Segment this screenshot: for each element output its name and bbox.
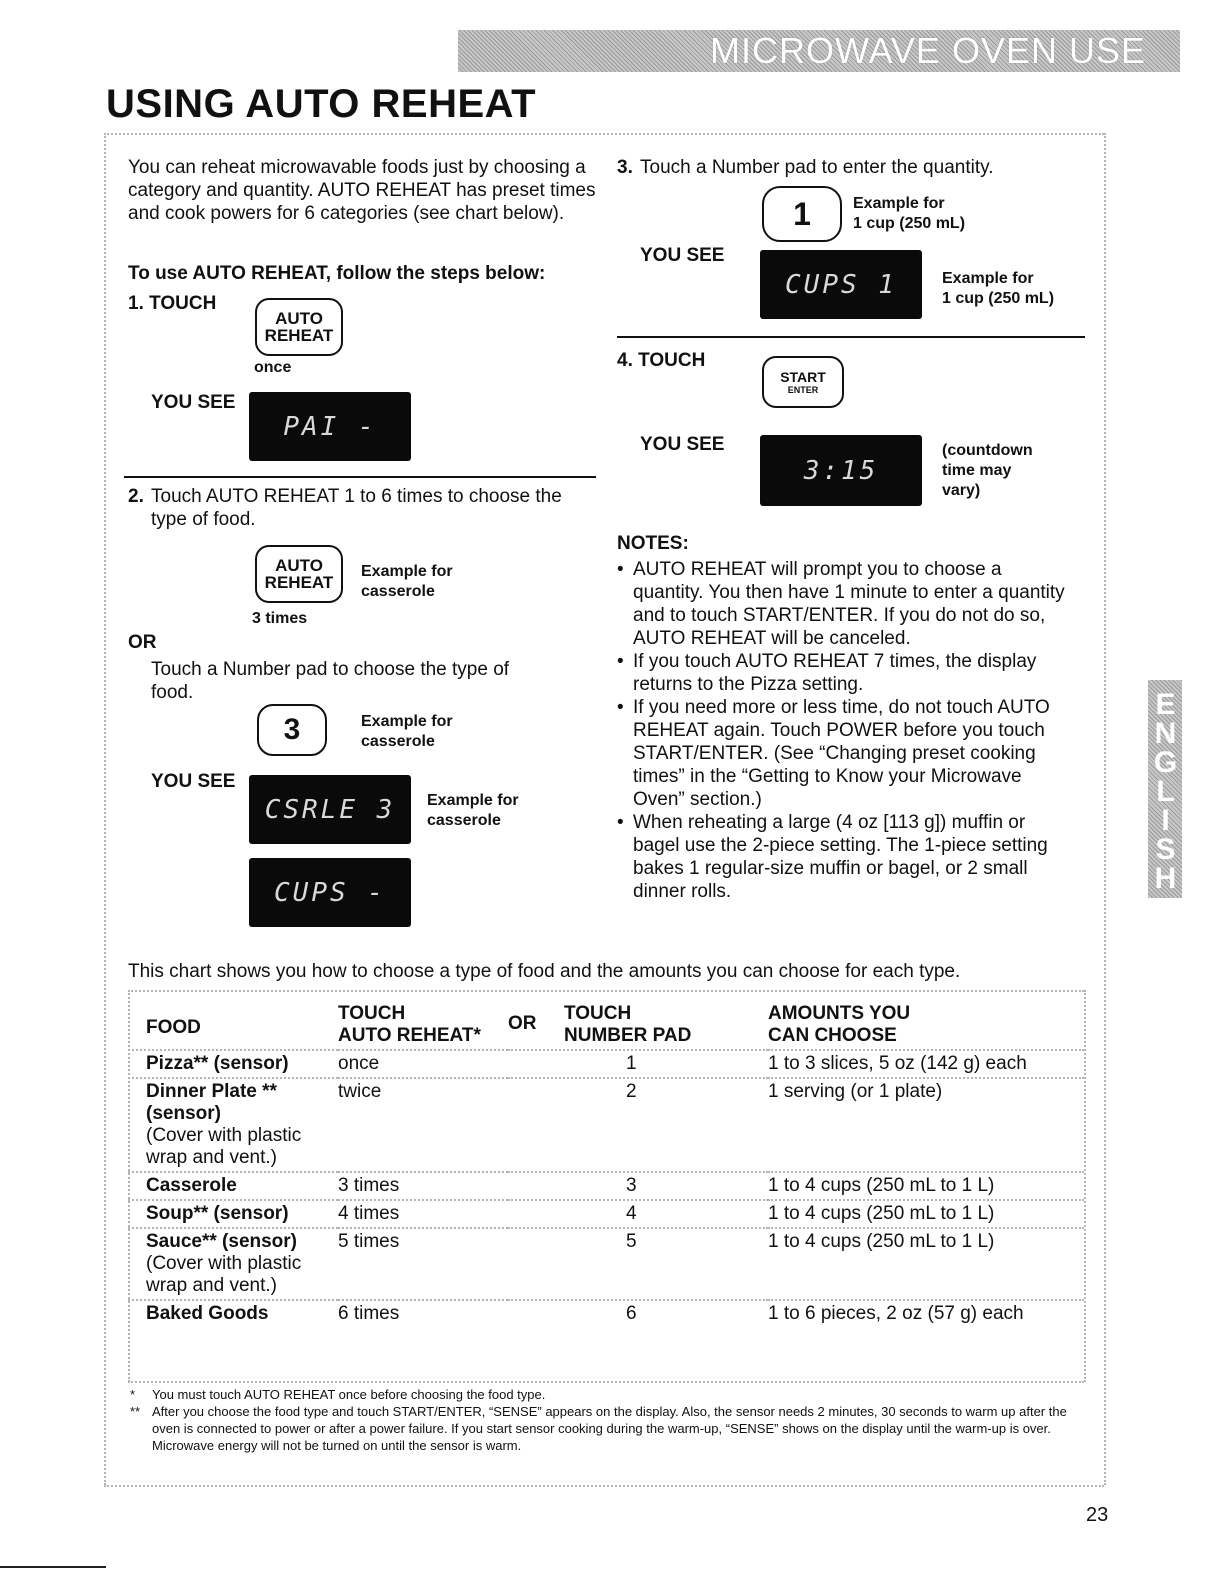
step4-note-line3: vary): [942, 482, 981, 499]
auto-reheat-key-2-line2: REHEAT: [264, 573, 334, 592]
header-touch-reheat-line2: AUTO REHEAT*: [338, 1025, 481, 1046]
row-amount: 1 to 3 slices, 5 oz (142 g) each: [768, 1050, 1084, 1078]
number-pad-3-key[interactable]: [257, 704, 327, 756]
chart-intro: This chart shows you how to choose a type of food and the amounts you can choose for each type.: [128, 961, 961, 982]
row-touch: twice: [338, 1078, 508, 1172]
step3-example-b-line2: 1 cup (250 mL): [942, 290, 1055, 307]
step3-example-a: [853, 194, 965, 234]
auto-reheat-key-2-line1: AUTO: [275, 556, 323, 575]
notes-list: [617, 558, 1072, 903]
number-pad-1-key[interactable]: [762, 186, 842, 242]
step2-example-b: [361, 712, 453, 752]
step1-you-see: YOU SEE: [151, 392, 236, 413]
note-item: • AUTO REHEAT will prompt you to choose a quantity. You then have 1 minute to enter a quantity and to touch START/ENTER. If you do not do so, AUTO REHEAT will be canceled.: [617, 558, 1072, 650]
row-touch: 6 times: [338, 1300, 508, 1327]
step2-count: 3 times: [252, 610, 308, 627]
step4-note-line1: (countdown: [942, 442, 1033, 459]
intro-paragraph: You can reheat microwavable foods just by choosing a category and quantity. AUTO REHEAT has preset times and cook powers for 6 categories (see chart below).: [128, 157, 596, 224]
right-frame: [1104, 133, 1106, 1485]
note-item: • If you touch AUTO REHEAT 7 times, the display returns to the Pizza setting.: [617, 650, 1072, 696]
row-touch: 5 times: [338, 1228, 508, 1300]
number-pad-3-label: 3: [283, 713, 301, 746]
step3-display: CUPS 1: [760, 250, 922, 319]
step3-example-b: [942, 269, 1054, 309]
step1-display: PAI -: [249, 392, 411, 461]
step4-note-line2: time may: [942, 462, 1012, 479]
header-food: FOOD: [146, 1017, 201, 1038]
row-amount: 1 to 6 pieces, 2 oz (57 g) each: [768, 1300, 1084, 1327]
footnote: [130, 1403, 1070, 1454]
row-touch: 3 times: [338, 1172, 508, 1200]
start-enter-key-line1: START: [780, 368, 826, 385]
step2-display-casserole: CSRLE 3: [249, 775, 411, 844]
table-header-row: [128, 993, 1084, 1050]
step2-example-a: [361, 562, 453, 602]
step3-example-a-line2: 1 cup (250 mL): [853, 215, 966, 232]
table-row: [128, 1050, 1084, 1078]
left-rule: [124, 476, 596, 478]
header-or: OR: [508, 1013, 537, 1034]
bottom-divider: [104, 1485, 1104, 1487]
row-pad: 6: [508, 1300, 768, 1327]
step2-example-c: [427, 791, 519, 831]
row-pad: 3: [508, 1172, 768, 1200]
step2-alt-text: Touch a Number pad to choose the type of food.: [151, 659, 510, 703]
footnote-text: After you choose the food type and touch START/ENTER, “SENSE” appears on the display. Also, the sensor needs 2 minutes, 30 seconds to warm up after the oven is connected to power or after a power failure. If you start sensor cooking during the warm-up, “SENSE” shows on the display until the warm-up is over. Microwave energy will not be turned on until the sensor is warm.: [152, 1404, 1067, 1453]
row-food-note: (Cover with plastic wrap and vent.): [146, 1253, 302, 1296]
step2-number: 2.: [128, 486, 144, 507]
step2-example-a-line2: casserole: [361, 583, 435, 600]
table-bottom-border: [128, 1381, 1084, 1383]
steps-heading: To use AUTO REHEAT, follow the steps below:: [128, 263, 546, 284]
table-row: [128, 1300, 1084, 1327]
language-side-tab: ENGLISH: [1148, 680, 1182, 898]
step2-example-a-line1: Example for: [361, 563, 453, 580]
row-food: Sauce** (sensor): [146, 1231, 298, 1252]
step4-countdown-note: [942, 441, 1033, 501]
auto-reheat-chart: [128, 993, 1084, 1327]
page-title: USING AUTO REHEAT: [106, 82, 537, 126]
notes-heading: NOTES:: [617, 533, 689, 554]
footnote-text: You must touch AUTO REHEAT once before choosing the food type.: [152, 1387, 546, 1402]
header-touch-pad: [508, 993, 768, 1050]
step2-example-c-line2: casserole: [427, 812, 501, 829]
row-food: Baked Goods: [128, 1300, 338, 1327]
section-banner: MICROWAVE OVEN USE: [458, 30, 1180, 72]
step3-number: 3.: [617, 157, 633, 178]
step4-touch-label: 4. TOUCH: [617, 350, 706, 371]
row-food: Pizza** (sensor): [128, 1050, 338, 1078]
header-amounts: [768, 993, 1084, 1050]
row-pad: 5: [508, 1228, 768, 1300]
table-row: [128, 1228, 1084, 1300]
table-row: [128, 1200, 1084, 1228]
auto-reheat-key-2[interactable]: [255, 545, 343, 603]
row-food-note: (Cover with plastic wrap and vent.): [146, 1125, 302, 1168]
step2-text: Touch AUTO REHEAT 1 to 6 times to choose the type of food.: [151, 486, 562, 530]
row-pad: 1: [508, 1050, 768, 1078]
row-food-cell: [128, 1078, 338, 1172]
note-item: • If you need more or less time, do not touch AUTO REHEAT again. Touch POWER before you touch START/ENTER. (See “Changing preset cooking times” in the “Getting to Know your Microwave Oven” section.): [617, 696, 1072, 811]
start-enter-key[interactable]: [762, 356, 844, 408]
row-amount: 1 to 4 cups (250 mL to 1 L): [768, 1200, 1084, 1228]
footnote: [130, 1386, 1070, 1403]
step1-touch-label: 1. TOUCH: [128, 293, 217, 314]
table-right-border: [1084, 990, 1086, 1382]
row-touch: 4 times: [338, 1200, 508, 1228]
row-pad: 4: [508, 1200, 768, 1228]
left-frame: [104, 133, 106, 1485]
footnote-mark: *: [130, 1387, 136, 1402]
row-food: Casserole: [128, 1172, 338, 1200]
header-touch-pad-line2: NUMBER PAD: [564, 1025, 692, 1046]
auto-reheat-key-line1: AUTO: [275, 309, 323, 328]
start-enter-key-line2: ENTER: [787, 384, 819, 395]
row-pad: 2: [508, 1078, 768, 1172]
row-amount: 1 to 4 cups (250 mL to 1 L): [768, 1228, 1084, 1300]
step4-you-see: YOU SEE: [640, 434, 725, 455]
header-amounts-line1: AMOUNTS YOU: [768, 1003, 911, 1024]
header-touch-pad-line1: TOUCH: [564, 1003, 632, 1024]
table-row: [128, 1172, 1084, 1200]
step3-you-see: YOU SEE: [640, 245, 725, 266]
row-amount: 1 to 4 cups (250 mL to 1 L): [768, 1172, 1084, 1200]
step4-display: 3:15: [760, 435, 922, 506]
step1-count: once: [254, 359, 292, 376]
header-touch-reheat: [338, 993, 508, 1050]
auto-reheat-key-line2: REHEAT: [264, 326, 334, 345]
number-pad-1-label: 1: [793, 196, 811, 232]
row-touch: once: [338, 1050, 508, 1078]
row-food: Dinner Plate ** (sensor): [146, 1081, 277, 1124]
page-number: 23: [1086, 1504, 1109, 1526]
auto-reheat-key[interactable]: [255, 298, 343, 356]
step2-example-c-line1: Example for: [427, 792, 519, 809]
header-touch-reheat-line1: TOUCH: [338, 1003, 406, 1024]
step3-example-b-line1: Example for: [942, 270, 1034, 287]
header-amounts-line2: CAN CHOOSE: [768, 1025, 897, 1046]
step2-example-b-line1: Example for: [361, 713, 453, 730]
step2-you-see: YOU SEE: [151, 771, 236, 792]
row-food-cell: [128, 1228, 338, 1300]
step2-example-b-line2: casserole: [361, 733, 435, 750]
bottom-edge-mark: [0, 1566, 106, 1568]
step3-text: Touch a Number pad to enter the quantity.: [640, 157, 994, 178]
top-divider: [104, 133, 1104, 135]
row-amount: 1 serving (or 1 plate): [768, 1078, 1084, 1172]
step2-display-cups: CUPS -: [249, 858, 411, 927]
step3-example-a-line1: Example for: [853, 195, 945, 212]
row-food: Soup** (sensor): [128, 1200, 338, 1228]
footnotes: [130, 1386, 1070, 1454]
table-row: [128, 1078, 1084, 1172]
table-top-border: [128, 990, 1084, 992]
right-rule: [617, 336, 1085, 338]
note-item: • When reheating a large (4 oz [113 g]) muffin or bagel use the 2-piece setting. The 1-piece setting bakes 1 regular-size muffin or bagel, or 2 small dinner rolls.: [617, 811, 1072, 903]
footnote-mark: **: [130, 1404, 141, 1419]
step2-or: OR: [128, 632, 157, 653]
